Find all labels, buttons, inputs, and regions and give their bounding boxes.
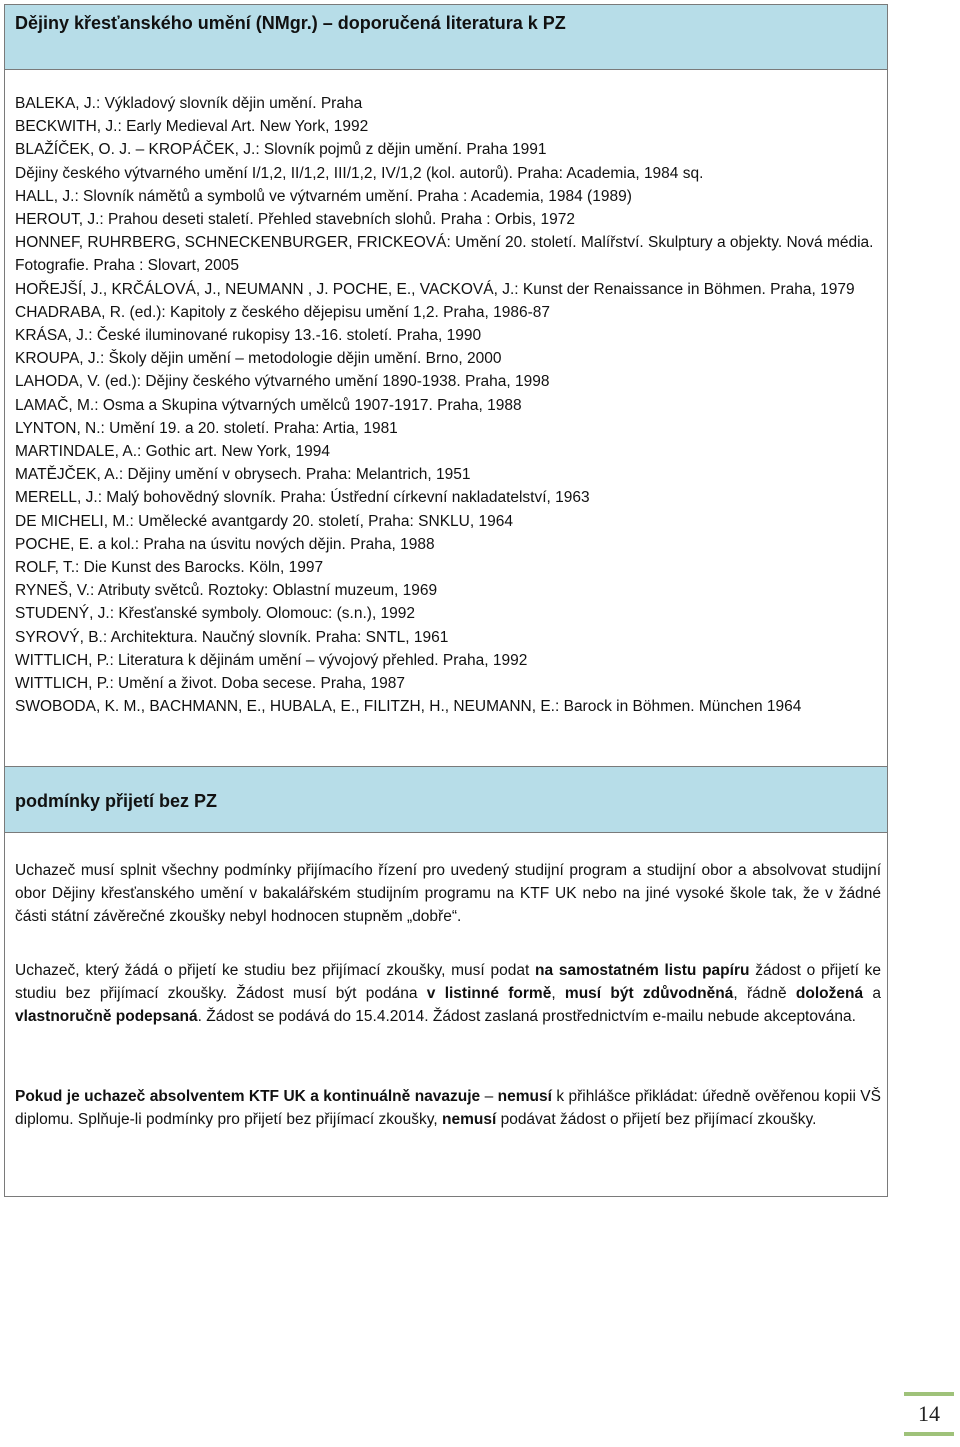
text-segment: . Žádost se podává do 15.4.2014. Žádost zaslaná prostřednictvím e-mailu nebude akceptována. bbox=[197, 1008, 856, 1026]
literature-item: KRÁSA, J.: České iluminované rukopisy 13.-16. století. Praha, 1990 bbox=[15, 327, 482, 345]
literature-item: DE MICHELI, M.: Umělecké avantgardy 20. století, Praha: SNKLU, 1964 bbox=[15, 512, 513, 530]
emphasized-text: na samostatném listu papíru bbox=[535, 962, 750, 979]
emphasized-text: v listinné formě bbox=[426, 985, 552, 1003]
literature-section bbox=[4, 70, 888, 767]
text-segment: – bbox=[480, 1088, 498, 1105]
literature-list bbox=[15, 92, 877, 718]
text-segment: , řádně bbox=[733, 985, 796, 1003]
conditions-heading: podmínky přijetí bez PZ bbox=[15, 791, 218, 811]
emphasized-text: nemusí bbox=[442, 1111, 497, 1129]
conditions-paragraph-2 bbox=[15, 959, 881, 1029]
text-segment: žádost o přijetí ke studiu bez přijímací zkoušky. Žádost musí být podána bbox=[15, 962, 881, 1003]
text-segment: a bbox=[863, 985, 881, 1003]
emphasized-text: Pokud je uchazeč absolventem KTF UK a kontinuálně navazuje bbox=[15, 1088, 481, 1105]
literature-item: Dějiny českého výtvarného umění I/1,2, II/1,2, III/1,2, IV/1,2 (kol. autorů). Praha: Academia, 1984 sq. bbox=[15, 164, 704, 182]
emphasized-text: nemusí bbox=[497, 1088, 552, 1105]
literature-item: ROLF, T.: Die Kunst des Barocks. Köln, 1997 bbox=[15, 559, 324, 577]
literature-item: BALEKA, J.: Výkladový slovník dějin umění. Praha bbox=[15, 95, 363, 112]
conditions-header bbox=[4, 767, 888, 833]
literature-item: RYNEŠ, V.: Atributy světců. Roztoky: Oblastní muzeum, 1969 bbox=[15, 582, 438, 600]
literature-item: HALL, J.: Slovník námětů a symbolů ve výtvarném umění. Praha : Academia, 1984 (1989) bbox=[15, 187, 632, 205]
emphasized-text: musí být zdůvodněná bbox=[564, 985, 734, 1003]
emphasized-text: vlastnoručně podepsaná bbox=[15, 1008, 198, 1026]
literature-item: CHADRABA, R. (ed.): Kapitoly z českého dějepisu umění 1,2. Praha, 1986-87 bbox=[15, 303, 551, 321]
literature-item: SWOBODA, K. M., BACHMANN, E., HUBALA, E., FILITZH, H., NEUMANN, E.: Barock in Böhmen. München 1964 bbox=[15, 698, 802, 716]
page-number: 14 bbox=[904, 1392, 954, 1436]
literature-item: LYNTON, N.: Umění 19. a 20. století. Praha: Artia, 1981 bbox=[15, 419, 398, 437]
conditions-section bbox=[4, 833, 888, 1197]
page-title: Dějiny křesťanského umění (NMgr.) – doporučená literatura k PZ bbox=[15, 13, 566, 33]
text-segment: podávat žádost o přijetí bez přijímací zkoušky. bbox=[496, 1111, 817, 1129]
literature-item: LAHODA, V. (ed.): Dějiny českého výtvarného umění 1890-1938. Praha, 1998 bbox=[15, 373, 550, 391]
literature-item: SYROVÝ, B.: Architektura. Naučný slovník. Praha: SNTL, 1961 bbox=[15, 628, 449, 646]
literature-item: LAMAČ, M.: Osma a Skupina výtvarných umělců 1907-1917. Praha, 1988 bbox=[15, 396, 522, 414]
literature-item: WITTLICH, P.: Umění a život. Doba secese. Praha, 1987 bbox=[15, 675, 405, 693]
conditions-paragraph-3 bbox=[15, 1085, 881, 1131]
literature-item: HOŘEJŠÍ, J., KRČÁLOVÁ, J., NEUMANN , J. POCHE, E., VACKOVÁ, J.: Kunst der Renaissance in Böhmen. Praha, 1979 bbox=[15, 280, 855, 298]
literature-item: BLAŽÍČEK, O. J. – KROPÁČEK, J.: Slovník pojmů z dějin umění. Praha 1991 bbox=[15, 141, 547, 159]
literature-item: WITTLICH, P.: Literatura k dějinám umění – vývojový přehled. Praha, 1992 bbox=[15, 651, 528, 669]
literature-item: BECKWITH, J.: Early Medieval Art. New York, 1992 bbox=[15, 118, 369, 136]
literature-item: POCHE, E. a kol.: Praha na úsvitu nových dějin. Praha, 1988 bbox=[15, 535, 435, 553]
title-header bbox=[4, 4, 888, 70]
literature-item: STUDENÝ, J.: Křesťanské symboly. Olomouc: (s.n.), 1992 bbox=[15, 605, 416, 623]
literature-item: MATĚJČEK, A.: Dějiny umění v obrysech. Praha: Melantrich, 1951 bbox=[15, 466, 471, 484]
emphasized-text: doložená bbox=[795, 985, 864, 1003]
literature-item: KROUPA, J.: Školy dějin umění – metodologie dějin umění. Brno, 2000 bbox=[15, 350, 502, 368]
text-segment: , bbox=[551, 985, 565, 1003]
text-segment: k přihlášce přikládat: úředně ověřenou kopii VŠ diplomu. Splňuje-li podmínky pro přijetí bez přijímací zkoušky, bbox=[15, 1088, 881, 1129]
literature-item: HEROUT, J.: Prahou deseti staletí. Přehled stavebních slohů. Praha : Orbis, 1972 bbox=[15, 211, 576, 229]
literature-item: MARTINDALE, A.: Gothic art. New York, 1994 bbox=[15, 443, 331, 461]
literature-item: HONNEF, RUHRBERG, SCHNECKENBURGER, FRICKEOVÁ: Umění 20. století. Malířství. Skulptury a objekty. Nová média. Fotografie. Praha : Slovart, 2005 bbox=[15, 234, 874, 275]
literature-item: MERELL, J.: Malý bohovědný slovník. Praha: Ústřední církevní nakladatelství, 1963 bbox=[15, 489, 590, 507]
conditions-paragraph-1: Uchazeč musí splnit všechny podmínky přijímacího řízení pro uvedený studijní program a studijní obor a absolvovat studijní obor Dějiny křesťanského umění v bakalářském studijním programu na KTF UK nebo na jiné vysoké škole tak, že v žádné části státní závěrečné zkoušky nebyl hodnocen stupněm „dobře“. bbox=[15, 862, 881, 926]
text-segment: Uchazeč, který žádá o přijetí ke studiu bez přijímací zkoušky, musí podat bbox=[15, 962, 535, 979]
